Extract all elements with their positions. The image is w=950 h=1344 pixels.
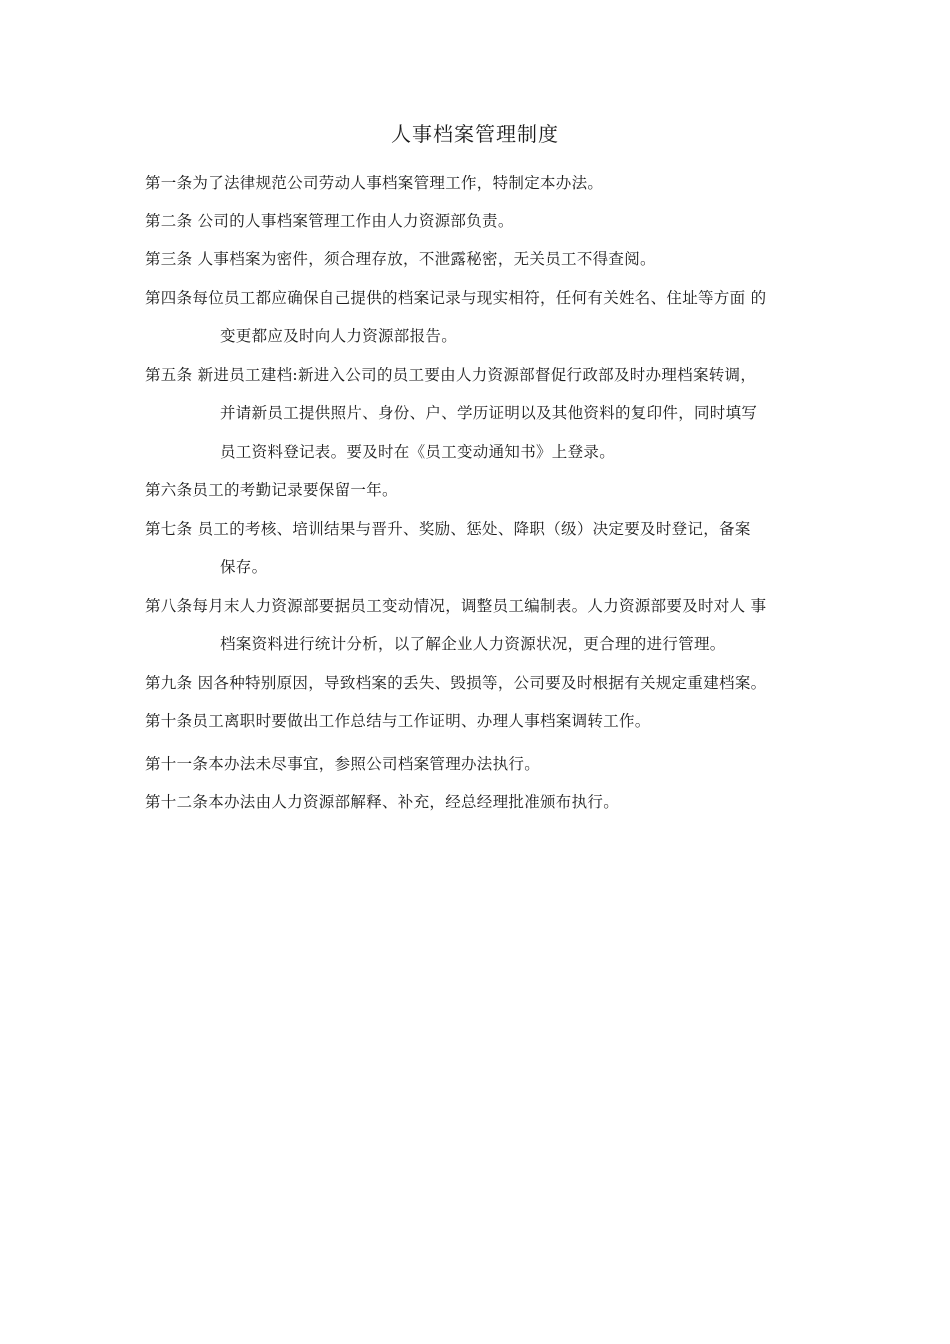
article-5-line-1: 第五条 新进员工建档:新进入公司的员工要由人力资源部督促行政部及时办理档案转调，: [145, 366, 757, 384]
article-5-line-3: 员工资料登记表。要及时在《员工变动通知书》上登录。: [220, 443, 616, 461]
article-7-line-1: 第七条 员工的考核、培训结果与晋升、奖励、惩处、降职（级）决定要及时登记，备案: [145, 520, 751, 538]
article-4-line-1: 第四条每位员工都应确保自己提供的档案记录与现实相符，任何有关姓名、住址等方面 的: [145, 289, 767, 307]
article-5-line-2: 并请新员工提供照片、身份、户、学历证明以及其他资料的复印件，同时填写: [220, 404, 758, 422]
document-title: 人事档案管理制度: [391, 122, 559, 146]
article-11-line-1: 第十一条本办法未尽事宜，参照公司档案管理办法执行。: [145, 755, 541, 773]
article-1-line-1: 第一条为了法律规范公司劳动人事档案管理工作，特制定本办法。: [145, 174, 604, 192]
article-7-line-2: 保存。: [220, 558, 268, 576]
article-8-line-2: 档案资料进行统计分析，以了解企业人力资源状况，更合理的进行管理。: [220, 635, 726, 653]
article-2-line-1: 第二条 公司的人事档案管理工作由人力资源部负责。: [145, 212, 514, 230]
article-4-line-2: 变更都应及时向人力资源部报告。: [220, 327, 458, 345]
article-8-line-1: 第八条每月末人力资源部要据员工变动情况，调整员工编制表。人力资源部要及时对人 事: [145, 597, 767, 615]
article-9-line-1: 第九条 因各种特别原因，导致档案的丢失、毁损等，公司要及时根据有关规定重建档案。: [145, 674, 767, 692]
article-3-line-1: 第三条 人事档案为密件，须合理存放，不泄露秘密，无关员工不得查阅。: [145, 250, 656, 268]
article-10-line-1: 第十条员工离职时要做出工作总结与工作证明、办理人事档案调转工作。: [145, 712, 651, 730]
article-6-line-1: 第六条员工的考勤记录要保留一年。: [145, 481, 398, 499]
article-12-line-1: 第十二条本办法由人力资源部解释、补充，经总经理批准颁布执行。: [145, 793, 620, 811]
